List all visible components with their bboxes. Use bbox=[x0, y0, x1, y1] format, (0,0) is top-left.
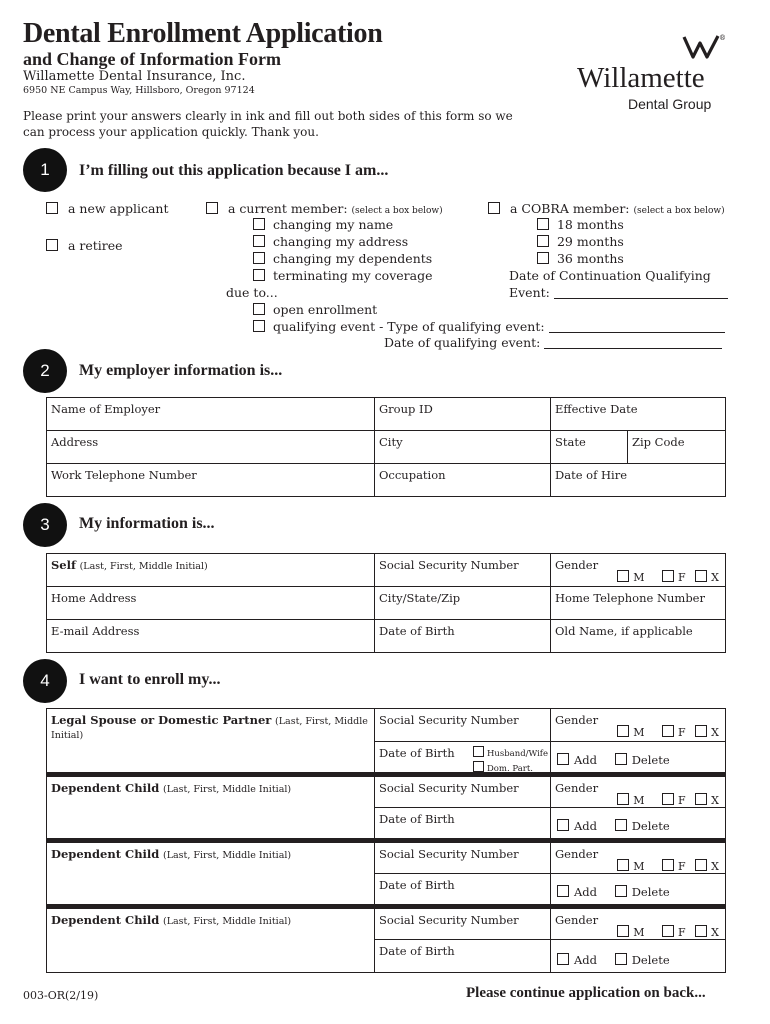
gender-x-label: X bbox=[711, 794, 719, 807]
child-ssn-label: Social Security Number bbox=[379, 847, 519, 861]
current-member-note: (select a box below) bbox=[351, 206, 443, 216]
child-dob-label: Date of Birth bbox=[379, 944, 455, 958]
child3-gender-x-checkbox[interactable] bbox=[695, 925, 707, 937]
child2-gender-f-checkbox[interactable] bbox=[662, 859, 674, 871]
section-2-number: 2 bbox=[23, 349, 67, 393]
gender-x-label: X bbox=[711, 571, 719, 584]
self-ssn-field[interactable] bbox=[375, 554, 551, 587]
spouse-name-field[interactable] bbox=[47, 709, 375, 775]
old-name-field[interactable] bbox=[551, 620, 726, 653]
employer-name-label: Name of Employer bbox=[51, 402, 161, 416]
child1-gender-options bbox=[603, 793, 719, 807]
child2-add-checkbox[interactable] bbox=[557, 885, 569, 897]
child-note: (Last, First, Middle Initial) bbox=[163, 916, 292, 927]
instructions: Please print your answers clearly in ink and fill out both sides of this form so we can process your application quickly. Thank you. bbox=[23, 109, 513, 139]
changing-dependents-option[interactable] bbox=[253, 251, 432, 266]
home-phone-field[interactable] bbox=[551, 587, 726, 620]
spouse-gender-options bbox=[603, 725, 719, 739]
spouse-gender-x-checkbox[interactable] bbox=[695, 725, 707, 737]
cobra-member-note: (select a box below) bbox=[633, 206, 725, 216]
employer-state-field[interactable] bbox=[551, 431, 628, 464]
delete-label: Delete bbox=[631, 753, 670, 767]
spouse-action-field bbox=[551, 742, 726, 775]
dom-part-checkbox[interactable] bbox=[473, 761, 484, 772]
terminating-option[interactable] bbox=[253, 268, 432, 283]
home-address-field[interactable] bbox=[47, 587, 375, 620]
spouse-gender-m-checkbox[interactable] bbox=[617, 725, 629, 737]
child1-gender-field bbox=[551, 775, 726, 808]
gender-m-label: M bbox=[633, 794, 645, 807]
employer-address-label: Address bbox=[51, 435, 99, 449]
section-4-title: I want to enroll my... bbox=[79, 671, 221, 688]
new-applicant-option[interactable] bbox=[46, 201, 169, 216]
child1-add-checkbox[interactable] bbox=[557, 819, 569, 831]
terminating-checkbox[interactable] bbox=[253, 269, 265, 281]
spouse-ssn-field[interactable] bbox=[375, 709, 551, 742]
employer-state-label: State bbox=[555, 435, 586, 449]
spouse-add-delete bbox=[557, 753, 670, 767]
employer-city-field[interactable] bbox=[375, 431, 551, 464]
child3-delete-checkbox[interactable] bbox=[615, 953, 627, 965]
logo-name: Willamette bbox=[577, 62, 705, 94]
home-address-label: Home Address bbox=[51, 591, 137, 605]
cobra-member-checkbox[interactable] bbox=[488, 202, 500, 214]
child1-dob-field[interactable] bbox=[375, 808, 551, 841]
city-state-zip-label: City/State/Zip bbox=[379, 591, 461, 605]
child1-ssn-field[interactable] bbox=[375, 775, 551, 808]
gender-f-label: F bbox=[678, 726, 686, 739]
child1-add-delete bbox=[557, 819, 670, 833]
effective-date-field[interactable] bbox=[551, 398, 726, 431]
child3-gender-options bbox=[603, 925, 719, 939]
continue-note: Please continue application on back... bbox=[466, 985, 706, 1001]
child2-dob-field[interactable] bbox=[375, 874, 551, 907]
spouse-dob-field[interactable] bbox=[375, 742, 551, 775]
child2-gender-x-checkbox[interactable] bbox=[695, 859, 707, 871]
continuation-event-row bbox=[509, 285, 728, 300]
form-title: Dental Enrollment Application bbox=[23, 18, 383, 49]
delete-label: Delete bbox=[631, 819, 670, 833]
child1-gender-f-checkbox[interactable] bbox=[662, 793, 674, 805]
section-1-number: 1 bbox=[23, 148, 67, 192]
qualifying-event-option[interactable] bbox=[253, 319, 725, 334]
child1-action-field bbox=[551, 808, 726, 841]
child2-action-field bbox=[551, 874, 726, 907]
child-label: Dependent Child bbox=[51, 847, 160, 861]
child2-gender-options bbox=[603, 859, 719, 873]
spouse-gender-f-checkbox[interactable] bbox=[662, 725, 674, 737]
current-member-option[interactable] bbox=[206, 201, 443, 216]
work-phone-label: Work Telephone Number bbox=[51, 468, 197, 482]
spouse-note: (Last, First, Middle Initial) bbox=[51, 716, 368, 741]
section-3-number: 3 bbox=[23, 503, 67, 547]
child1-name-field[interactable] bbox=[47, 775, 375, 841]
delete-label: Delete bbox=[631, 885, 670, 899]
employer-zip-field[interactable] bbox=[628, 431, 726, 464]
gender-f-label: F bbox=[678, 794, 686, 807]
work-phone-field[interactable] bbox=[47, 464, 375, 497]
section-4-number: 4 bbox=[23, 659, 67, 703]
add-label: Add bbox=[574, 819, 598, 833]
add-label: Add bbox=[574, 753, 598, 767]
gender-f-label: F bbox=[678, 571, 686, 584]
section-1-title: I’m filling out this application because I am... bbox=[79, 162, 389, 179]
changing-address-label: changing my address bbox=[272, 234, 409, 249]
child2-delete-checkbox[interactable] bbox=[615, 885, 627, 897]
changing-name-option[interactable] bbox=[253, 217, 393, 232]
cobra-member-option[interactable] bbox=[488, 201, 725, 216]
husband-wife-label: Husband/Wife bbox=[486, 749, 548, 759]
gender-x-label: X bbox=[711, 926, 719, 939]
qualifying-date-label: Date of qualifying event: bbox=[384, 335, 541, 350]
relationship-options bbox=[473, 746, 548, 776]
child-dob-label: Date of Birth bbox=[379, 878, 455, 892]
self-gender-field bbox=[551, 554, 726, 587]
self-gender-f-checkbox[interactable] bbox=[662, 570, 674, 582]
child2-name-field[interactable] bbox=[47, 841, 375, 907]
qualifying-date-row bbox=[384, 335, 722, 350]
child3-ssn-field[interactable] bbox=[375, 907, 551, 940]
changing-name-checkbox[interactable] bbox=[253, 218, 265, 230]
form-code: 003-OR(2/19) bbox=[23, 989, 99, 1002]
cobra-36-label: 36 months bbox=[556, 251, 624, 266]
due-to-label: due to... bbox=[226, 285, 278, 300]
occupation-label: Occupation bbox=[379, 468, 446, 482]
my-info-table bbox=[46, 553, 726, 653]
employer-address-field[interactable] bbox=[47, 431, 375, 464]
self-note: (Last, First, Middle Initial) bbox=[79, 561, 208, 572]
changing-dependents-checkbox[interactable] bbox=[253, 252, 265, 264]
effective-date-label: Effective Date bbox=[555, 402, 638, 416]
self-dob-field[interactable] bbox=[375, 620, 551, 653]
registered-mark: ® bbox=[719, 34, 726, 42]
self-gender-x-checkbox[interactable] bbox=[695, 570, 707, 582]
child-label: Dependent Child bbox=[51, 781, 160, 795]
hire-date-label: Date of Hire bbox=[555, 468, 628, 482]
gender-m-label: M bbox=[633, 571, 645, 584]
employer-zip-label: Zip Code bbox=[632, 435, 685, 449]
gender-x-label: X bbox=[711, 860, 719, 873]
changing-address-option[interactable] bbox=[253, 234, 408, 249]
child-label: Dependent Child bbox=[51, 913, 160, 927]
child-gender-label: Gender bbox=[555, 913, 599, 927]
self-gender-m-checkbox[interactable] bbox=[617, 570, 629, 582]
employer-city-label: City bbox=[379, 435, 403, 449]
self-label: Self bbox=[51, 558, 76, 572]
logo-sub: Dental Group bbox=[628, 96, 712, 112]
cobra-18-checkbox[interactable] bbox=[537, 218, 549, 230]
cobra-member-label: a COBRA member: bbox=[509, 201, 630, 216]
dom-part-label: Dom. Part. bbox=[486, 764, 533, 774]
add-label: Add bbox=[574, 885, 598, 899]
old-name-label: Old Name, if applicable bbox=[555, 624, 693, 638]
new-applicant-checkbox[interactable] bbox=[46, 202, 58, 214]
terminating-label: terminating my coverage bbox=[272, 268, 433, 283]
child-gender-label: Gender bbox=[555, 847, 599, 861]
child2-gender-field bbox=[551, 841, 726, 874]
current-member-checkbox[interactable] bbox=[206, 202, 218, 214]
cobra-36-option[interactable] bbox=[537, 251, 624, 266]
child-dob-label: Date of Birth bbox=[379, 812, 455, 826]
child-ssn-label: Social Security Number bbox=[379, 781, 519, 795]
gender-f-label: F bbox=[678, 860, 686, 873]
gender-m-label: M bbox=[633, 926, 645, 939]
spouse-label: Legal Spouse or Domestic Partner bbox=[51, 713, 272, 727]
add-label: Add bbox=[574, 953, 598, 967]
cobra-18-option[interactable] bbox=[537, 217, 624, 232]
husband-wife-checkbox[interactable] bbox=[473, 746, 484, 757]
self-gender-label: Gender bbox=[555, 558, 599, 572]
child3-gender-m-checkbox[interactable] bbox=[617, 925, 629, 937]
employer-name-field[interactable] bbox=[47, 398, 375, 431]
section-2-title: My employer information is... bbox=[79, 362, 283, 379]
self-dob-label: Date of Birth bbox=[379, 624, 455, 638]
child3-gender-f-checkbox[interactable] bbox=[662, 925, 674, 937]
gender-m-label: M bbox=[633, 726, 645, 739]
child3-add-delete bbox=[557, 953, 670, 967]
child-gender-label: Gender bbox=[555, 781, 599, 795]
continuation-date-field[interactable] bbox=[554, 298, 728, 299]
company-address: 6950 NE Campus Way, Hillsboro, Oregon 97124 bbox=[23, 85, 255, 96]
child3-name-field[interactable] bbox=[47, 907, 375, 973]
cobra-18-label: 18 months bbox=[556, 217, 624, 232]
continuation-label: Date of Continuation Qualifying bbox=[509, 268, 711, 283]
new-applicant-label: a new applicant bbox=[67, 201, 169, 216]
occupation-field[interactable] bbox=[375, 464, 551, 497]
child2-gender-m-checkbox[interactable] bbox=[617, 859, 629, 871]
child-note: (Last, First, Middle Initial) bbox=[163, 850, 292, 861]
child3-gender-field bbox=[551, 907, 726, 940]
child-ssn-label: Social Security Number bbox=[379, 913, 519, 927]
child3-action-field bbox=[551, 940, 726, 973]
spouse-ssn-label: Social Security Number bbox=[379, 713, 519, 727]
open-enrollment-checkbox[interactable] bbox=[253, 303, 265, 315]
hire-date-field[interactable] bbox=[551, 464, 726, 497]
current-member-label: a current member: bbox=[227, 201, 348, 216]
gender-m-label: M bbox=[633, 860, 645, 873]
section-3-title: My information is... bbox=[79, 515, 215, 532]
open-enrollment-option[interactable] bbox=[253, 302, 377, 317]
city-state-zip-field[interactable] bbox=[375, 587, 551, 620]
retiree-option[interactable] bbox=[46, 238, 123, 253]
group-id-field[interactable] bbox=[375, 398, 551, 431]
child-note: (Last, First, Middle Initial) bbox=[163, 784, 292, 795]
email-field[interactable] bbox=[47, 620, 375, 653]
changing-address-checkbox[interactable] bbox=[253, 235, 265, 247]
cobra-29-checkbox[interactable] bbox=[537, 235, 549, 247]
gender-x-label: X bbox=[711, 726, 719, 739]
cobra-36-checkbox[interactable] bbox=[537, 252, 549, 264]
changing-dependents-label: changing my dependents bbox=[272, 251, 433, 266]
retiree-label: a retiree bbox=[67, 238, 123, 253]
self-ssn-label: Social Security Number bbox=[379, 558, 519, 572]
company-name: Willamette Dental Insurance, Inc. bbox=[23, 69, 246, 84]
qualifying-event-type-field[interactable] bbox=[549, 332, 725, 333]
qualifying-date-field[interactable] bbox=[544, 348, 722, 349]
child2-ssn-field[interactable] bbox=[375, 841, 551, 874]
child1-delete-checkbox[interactable] bbox=[615, 819, 627, 831]
home-phone-label: Home Telephone Number bbox=[555, 591, 705, 605]
self-gender-options bbox=[603, 570, 719, 584]
continuation-event-label: Event: bbox=[509, 285, 550, 300]
changing-name-label: changing my name bbox=[272, 217, 394, 232]
spouse-delete-checkbox[interactable] bbox=[615, 753, 627, 765]
retiree-checkbox[interactable] bbox=[46, 239, 58, 251]
self-name-field[interactable] bbox=[47, 554, 375, 587]
qualifying-event-checkbox[interactable] bbox=[253, 320, 265, 332]
qualifying-event-label: qualifying event - Type of qualifying event: bbox=[272, 319, 545, 334]
spouse-add-checkbox[interactable] bbox=[557, 753, 569, 765]
cobra-29-option[interactable] bbox=[537, 234, 624, 249]
enroll-table bbox=[46, 708, 726, 973]
open-enrollment-label: open enrollment bbox=[272, 302, 378, 317]
form-subtitle: and Change of Information Form bbox=[23, 49, 282, 69]
child3-dob-field[interactable] bbox=[375, 940, 551, 973]
child3-add-checkbox[interactable] bbox=[557, 953, 569, 965]
group-id-label: Group ID bbox=[379, 402, 433, 416]
email-label: E-mail Address bbox=[51, 624, 140, 638]
child1-gender-m-checkbox[interactable] bbox=[617, 793, 629, 805]
spouse-dob-label: Date of Birth bbox=[379, 746, 455, 760]
gender-f-label: F bbox=[678, 926, 686, 939]
child1-gender-x-checkbox[interactable] bbox=[695, 793, 707, 805]
willamette-logo bbox=[575, 34, 735, 114]
cobra-29-label: 29 months bbox=[556, 234, 624, 249]
spouse-gender-field bbox=[551, 709, 726, 742]
delete-label: Delete bbox=[631, 953, 670, 967]
child2-add-delete bbox=[557, 885, 670, 899]
spouse-gender-label: Gender bbox=[555, 713, 599, 727]
employer-table bbox=[46, 397, 726, 497]
